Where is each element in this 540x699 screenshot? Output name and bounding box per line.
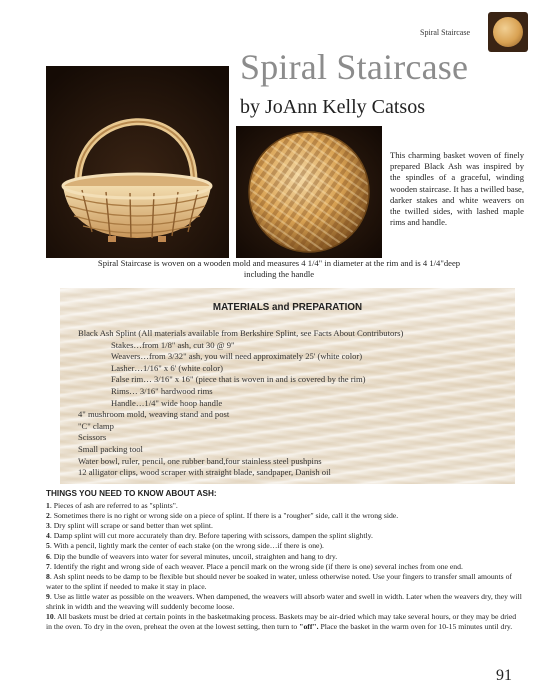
basket-side-illustration bbox=[46, 66, 229, 258]
tip-emphasis: "off". bbox=[299, 622, 319, 632]
tip-number: 10 bbox=[46, 612, 54, 622]
tip-text: Use as little water as possible on the weavers. When dampened, the weavers will absorb water and swell in width. Later when the weavers dry, they will shrink in width and the weaving will suddenly become loose. bbox=[46, 591, 522, 612]
basket-base-illustration bbox=[236, 126, 382, 258]
basket-description: This charming basket woven of finely prepared Black Ash was inspired by the spindles of a graceful, winding wooden staircase. It has a twilled base, darker stakes and white weavers on the twilled sides, with lashed maple rims and handle. bbox=[390, 150, 524, 228]
tip-text: Dry splint will scrape or sand better than wet splint. bbox=[53, 521, 213, 531]
materials-heading: MATERIALS and PREPARATION bbox=[212, 302, 363, 313]
materials-item: Rims… 3/16" hardwood rims bbox=[111, 385, 213, 396]
materials-item: Handle…1/4" wide hoop handle bbox=[111, 397, 223, 408]
tip-item: 4. Damp splint will cut more accurately than dry. Before tapering with scissors, dampen the splint slightly. bbox=[46, 531, 373, 541]
tip-text: Sometimes there is no right or wrong side on a piece of splint. If there is a "rougher" side, call it the wrong side. bbox=[53, 511, 399, 521]
tip-text: Pieces of ash are referred to as "splints". bbox=[53, 501, 178, 511]
tip-text: Ash splint needs to be damp to be flexible but should never be soaked in water, unless otherwise noted. Use your fingers to transfer small amounts of water to the splint if needed to make it stay in place. bbox=[46, 571, 512, 591]
page-number: 91 bbox=[496, 667, 512, 684]
tip-item: 2. Sometimes there is no right or wrong side on a piece of splint. If there is a "rougher" side, call it the wrong side. bbox=[46, 511, 399, 521]
caption-line: Spiral Staircase is woven on a wooden mold and measures 4 1/4" in diameter at the rim and is 4 1/4"deep bbox=[97, 258, 461, 268]
materials-item: Scissors bbox=[78, 432, 107, 443]
tip-text: Identify the right and wrong side of each weaver. Place a pencil mark on the wrong side (if there is one) several inches from one end. bbox=[53, 561, 463, 571]
materials-item: Black Ash Splint (All materials available from Berkshire Splint, see Facts About Contributors) bbox=[78, 328, 404, 338]
tip-text: Damp splint will cut more accurately than dry. Before tapering with scissors, dampen the splint slightly. bbox=[53, 531, 373, 541]
materials-item: Stakes…from 1/8" ash, cut 30 @ 9" bbox=[111, 339, 235, 350]
tip-item: 5. With a pencil, lightly mark the center of each stake (on the wrong side…if there is one). bbox=[46, 541, 324, 551]
tip-number: 2 bbox=[46, 511, 50, 521]
tip-text: Dip the bundle of weavers into water for several minutes, uncoil, straighten and hang to dry. bbox=[53, 551, 338, 561]
tip-item: 1. Pieces of ash are referred to as "splints". bbox=[46, 501, 178, 511]
materials-item: False rim… 3/16" x 16" (piece that is woven in and is covered by the rim) bbox=[111, 374, 366, 385]
materials-list bbox=[78, 328, 403, 479]
tip-item: 3. Dry splint will scrape or sand better than wet splint. bbox=[46, 521, 213, 531]
tip-item: 7. Identify the right and wrong side of each weaver. Place a pencil mark on the wrong side (if there is one) several inches from one end. bbox=[46, 561, 463, 571]
tip-number: 5 bbox=[46, 541, 50, 551]
tip-number: 8 bbox=[46, 571, 50, 581]
basket-side-photo bbox=[46, 66, 229, 258]
basket-thumbnail-icon bbox=[488, 12, 528, 52]
tip-item: 6. Dip the bundle of weavers into water for several minutes, uncoil, straighten and hang to dry. bbox=[46, 551, 338, 561]
tip-number: 3 bbox=[46, 521, 50, 531]
tip-item: 10. All baskets must be dried at certain points in the basketmaking process. Baskets may be air-dried which may take several hours, or they may be dried in the oven. To dry in the oven, preheat the oven at the lowest setting, then turn to "off". Place the basket in the warm oven for 10-15 minutes until dry. bbox=[46, 612, 517, 632]
materials-panel bbox=[60, 288, 515, 484]
materials-item: Lasher…1/16" x 6' (white color) bbox=[111, 362, 223, 373]
caption-line: including the handle bbox=[243, 269, 315, 279]
basket-base-photo bbox=[236, 126, 382, 258]
tip-number: 1 bbox=[46, 501, 50, 511]
tip-number: 6 bbox=[46, 551, 50, 561]
tip-text: Place the basket in the warm oven for 10-15 minutes until dry. bbox=[318, 622, 513, 632]
ash-tips-heading: THINGS YOU NEED TO KNOW ABOUT ASH: bbox=[46, 489, 217, 498]
tip-item: 9. Use as little water as possible on the weavers. When dampened, the weavers will absorb water and swell in width. Later when the weavers dry, they will shrink in width and the weaving will suddenly become loose. bbox=[46, 591, 522, 612]
author-byline: by JoAnn Kelly Catsos bbox=[240, 96, 425, 118]
tip-number: 7 bbox=[46, 561, 50, 571]
materials-item: Weavers…from 3/32" ash, you will need approximately 25' (white color) bbox=[111, 351, 363, 362]
tip-number: 9 bbox=[46, 591, 50, 601]
section-label: Spiral Staircase bbox=[420, 28, 470, 37]
tip-text: All baskets must be dried at certain points in the basketmaking process. Baskets may be air-dried which may take several hours, or they may be dried in the oven. To dry in the oven, preheat the oven at the lowest setting, then turn to bbox=[46, 612, 517, 632]
tip-item: 8. Ash splint needs to be damp to be flexible but should never be soaked in water, unless otherwise noted. Use your fingers to transfer small amounts of water to the splint if needed to make it stay in place. bbox=[46, 571, 512, 591]
materials-item: 12 alligator clips, wood scraper with straight blade, sandpaper, Danish oil bbox=[78, 467, 331, 478]
photo-caption bbox=[44, 258, 514, 280]
materials-item: Small packing tool bbox=[78, 443, 143, 454]
ash-tips-section bbox=[46, 489, 524, 632]
ash-tips-list bbox=[46, 501, 524, 632]
tip-text: With a pencil, lightly mark the center of each stake (on the wrong side…if there is one). bbox=[53, 541, 324, 551]
tip-number: 4 bbox=[46, 531, 50, 541]
materials-item: "C" clamp bbox=[78, 420, 114, 431]
materials-item: Water bowl, ruler, pencil, one rubber band,four stainless steel pushpins bbox=[78, 455, 322, 466]
page-title: Spiral Staircase bbox=[240, 47, 469, 87]
materials-item: 4" mushroom mold, weaving stand and post bbox=[78, 409, 230, 420]
